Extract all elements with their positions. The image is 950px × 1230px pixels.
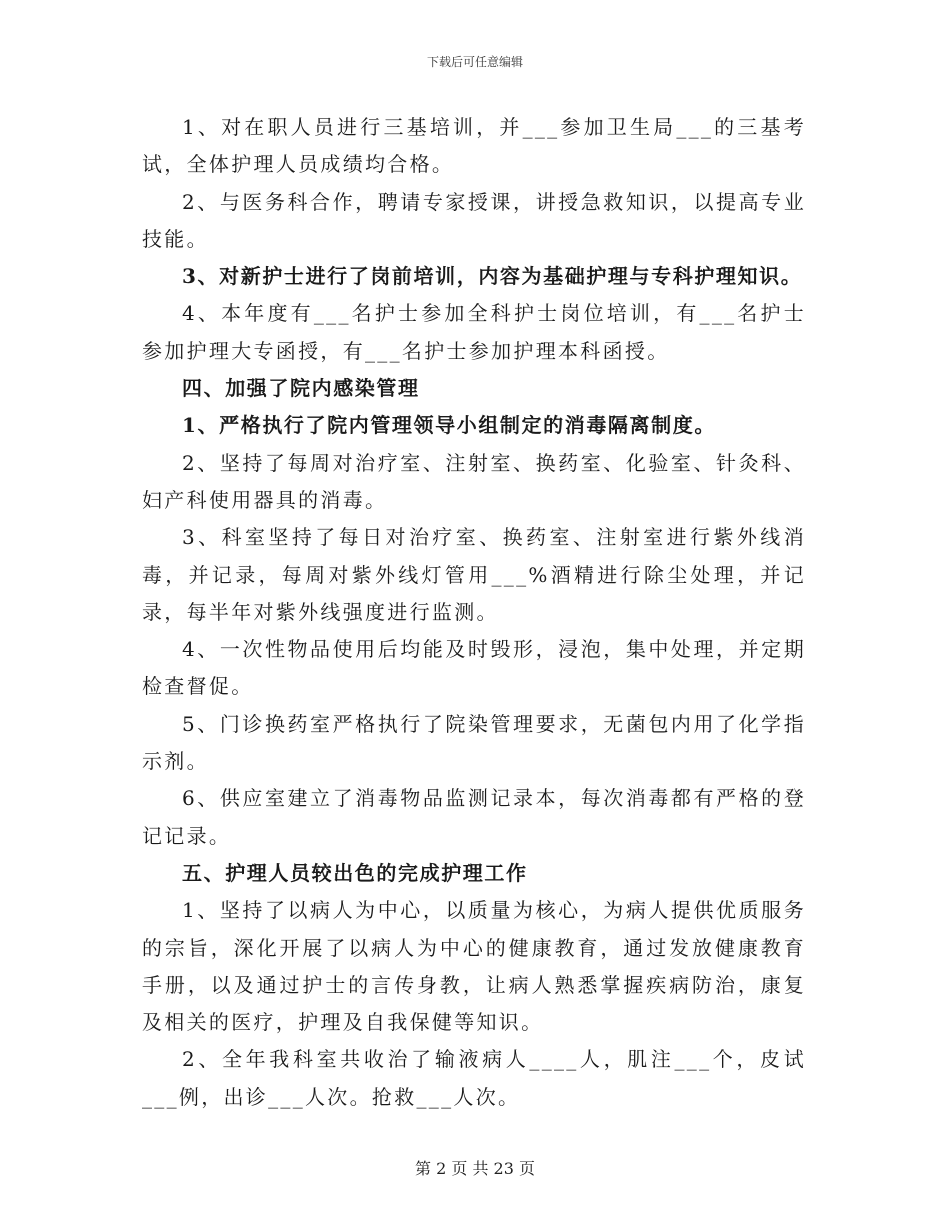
- paragraph-3: 3、对新护士进行了岗前培训，内容为基础护理与专科护理知识。: [182, 264, 803, 289]
- paragraph-9: 5、门诊换药室严格执行了院染管理要求，无菌包内用了化学指示剂。: [142, 711, 806, 774]
- paragraph-5: 1、严格执行了院内管理领导小组制定的消毒隔离制度。: [182, 413, 716, 438]
- paragraph-4: 4、本年度有___名护士参加全科护士岗位培训，有___名护士参加护理大专函授，有___名护士参加护理本科函授。: [142, 301, 806, 363]
- paragraph-7: 3、科室坚持了每日对治疗室、换药室、注射室进行紫外线消毒，并记录，每周对紫外线灯管用___%酒精进行除尘处理，并记录，每半年对紫外线强度进行监测。: [142, 525, 806, 624]
- paragraph-8: 4、一次性物品使用后均能及时毁形，浸泡，集中处理，并定期检查督促。: [142, 637, 806, 699]
- section-heading-5: 五、护理人员较出色的完成护理工作: [182, 860, 528, 885]
- paragraph-12: 2、全年我科室共收治了输液病人____人，肌注___个，皮试___例，出诊___人次。抢救___人次。: [142, 1047, 806, 1109]
- section-heading-4: 四、加强了院内感染管理: [182, 376, 420, 401]
- page-footer: 第 2 页 共 23 页: [415, 1159, 535, 1178]
- paragraph-1: 1、对在职人员进行三基培训，并___参加卫生局___的三基考试，全体护理人员成绩均合格。: [142, 115, 806, 177]
- page-header: 下载后可任意编辑: [426, 55, 523, 69]
- paragraph-11: 1、坚持了以病人为中心，以质量为核心，为病人提供优质服务的宗旨，深化开展了以病人为中心的健康教育，通过发放健康教育手册，以及通过护士的言传身教，让病人熟悉掌握疾病防治，康复及相关的医疗，护理及自我保健等知识。: [142, 898, 806, 1035]
- paragraph-6: 2、坚持了每周对治疗室、注射室、换药室、化验室、针灸科、妇产科使用器具的消毒。: [142, 450, 806, 512]
- document-body: [142, 109, 806, 1116]
- paragraph-10: 6、供应室建立了消毒物品监测记录本，每次消毒都有严格的登记记录。: [142, 786, 806, 848]
- paragraph-2: 2、与医务科合作，聘请专家授课，讲授急救知识，以提高专业技能。: [142, 189, 806, 251]
